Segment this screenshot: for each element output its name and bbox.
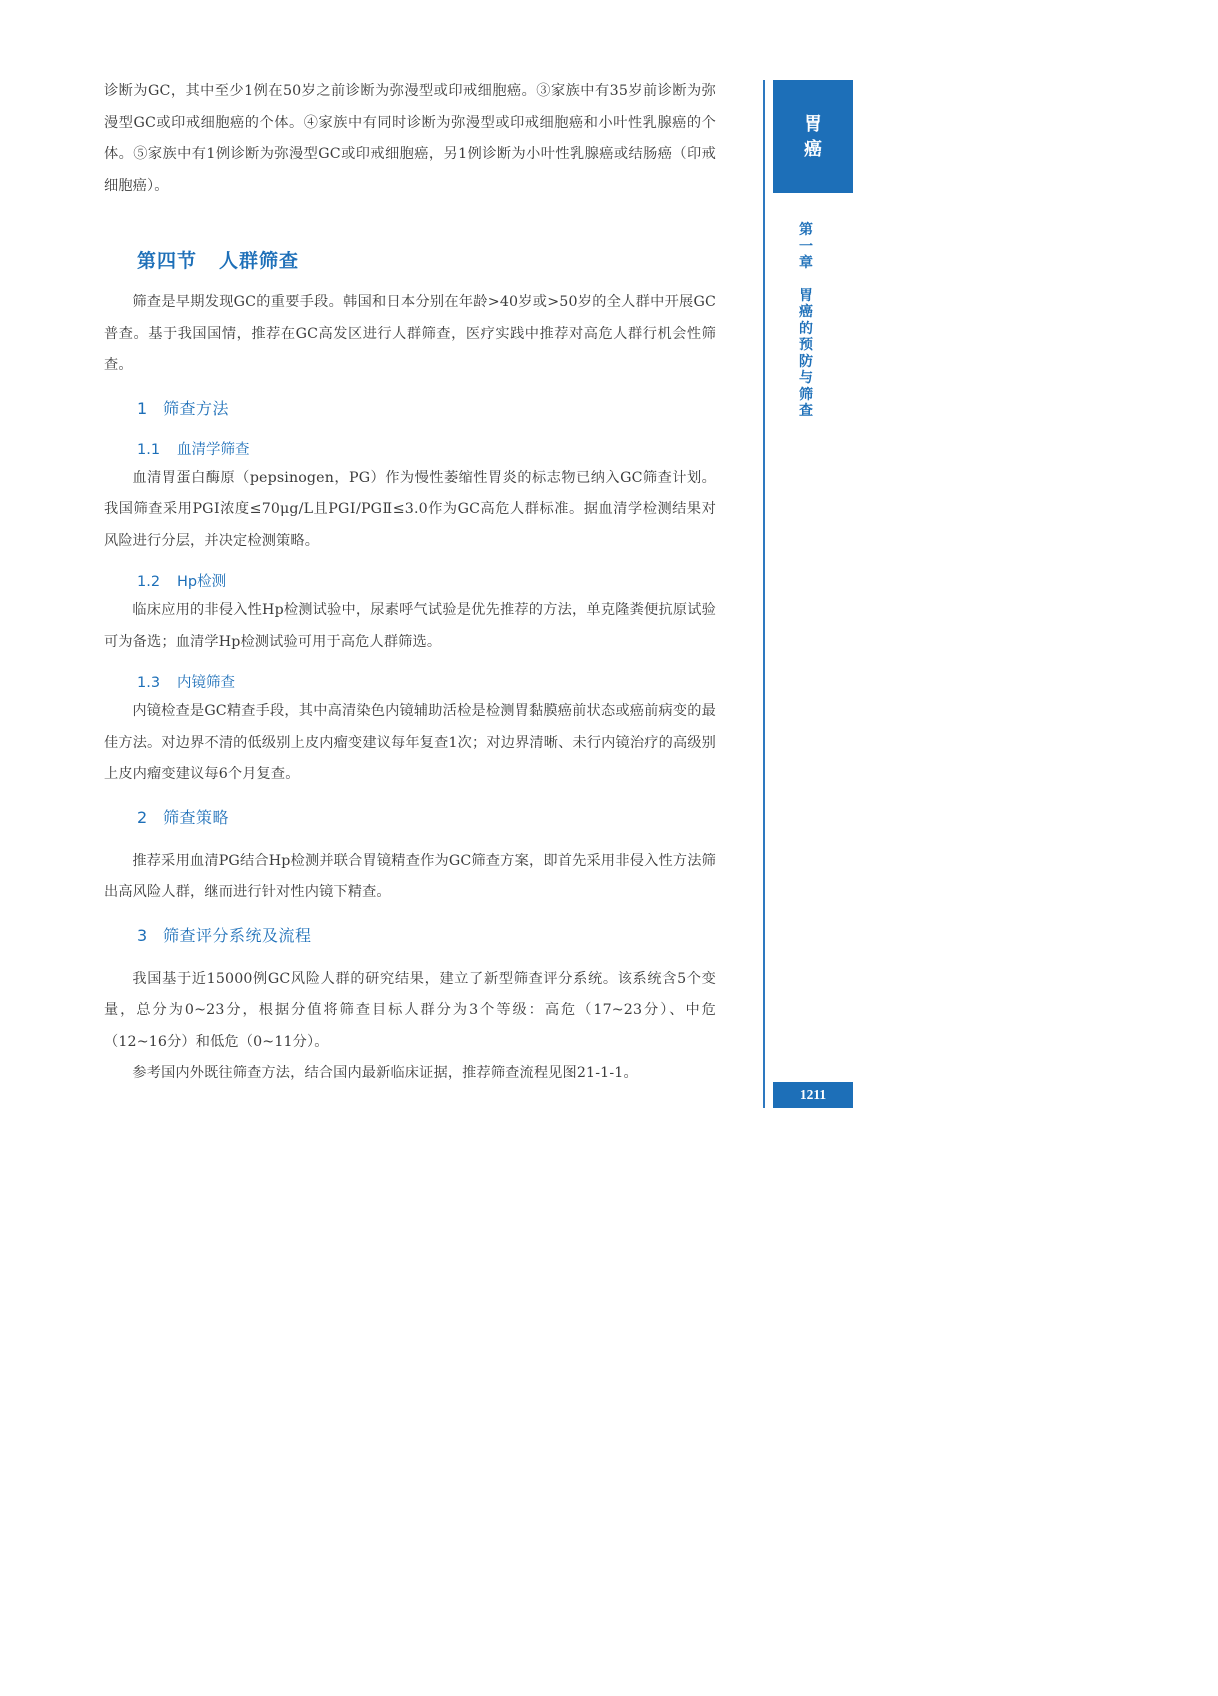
thumb-tab xyxy=(773,80,853,193)
chapter-title-char: 的 xyxy=(799,320,813,337)
chapter-title-char: 胃 xyxy=(799,287,813,304)
running-chapter-title xyxy=(796,222,816,420)
page-number: 1211 xyxy=(799,1087,827,1102)
subsection-number: 3 xyxy=(137,925,148,945)
tab-char: 癌 xyxy=(804,138,822,160)
intro-paragraph: 诊断为GC，其中至少1例在50岁之前诊断为弥漫型或印戒细胞癌。③家族中有35岁前诊断为弥漫型GC或印戒细胞癌的个体。④家族中有同时诊断为弥漫型或印戒细胞癌和小叶性乳腺癌的个体。⑤家族中有1例诊断为弥漫型GC或印戒细胞癌，另1例诊断为小叶性乳腺癌或结肠癌（印戒细胞癌）。 xyxy=(104,83,716,194)
flow-reference-paragraph: 参考国内外既往筛查方法，结合国内最新临床证据，推荐筛查流程见图21-1-1。 xyxy=(132,1065,638,1081)
item-heading-endoscopy xyxy=(137,670,716,696)
strategy-paragraph: 推荐采用血清PG结合Hp检测并联合胃镜精查作为GC筛查方案，即首先采用非侵入性方法筛出高风险人群，继而进行针对性内镜下精查。 xyxy=(104,852,716,900)
subsection-title: 筛查策略 xyxy=(163,807,230,827)
chapter-title-char: 防 xyxy=(799,353,813,370)
item-number: 1.2 xyxy=(137,574,161,590)
endoscopy-paragraph: 内镜检查是GC精查手段，其中高清染色内镜辅助活检是检测胃黏膜癌前状态或癌前病变的最佳方法。对边界不清的低级别上皮内瘤变建议每年复查1次；对边界清晰、未行内镜治疗的高级别上皮内瘤变建议每6个月复查。 xyxy=(104,703,716,782)
item-title: Hp检测 xyxy=(177,574,227,590)
chapter-title-char: 癌 xyxy=(799,304,813,320)
item-heading-hp xyxy=(137,569,716,595)
chapter-char: 第 xyxy=(799,222,813,238)
section-title: 人群筛查 xyxy=(219,250,300,272)
scoring-paragraph: 我国基于近15000例GC风险人群的研究结果，建立了新型筛查评分系统。该系统含5个变量，总分为0~23分，根据分值将筛查目标人群分为3个等级：高危（17~23分）、中危（12~16分）和低危（0~11分）。 xyxy=(104,970,716,1050)
item-number: 1.1 xyxy=(137,441,161,458)
tab-char: 胃 xyxy=(804,113,822,135)
item-heading-serology xyxy=(137,437,716,463)
chapter-title-char: 查 xyxy=(799,403,813,419)
subsection-heading-strategy xyxy=(137,805,716,828)
subsection-title: 筛查评分系统及流程 xyxy=(163,925,312,945)
subsection-heading-methods xyxy=(137,396,716,419)
serology-paragraph: 血清胃蛋白酶原（pepsinogen，PG）作为慢性萎缩性胃炎的标志物已纳入GC筛查计划。我国筛查采用PGⅠ浓度≤70μg/L且PGⅠ/PGⅡ≤3.0作为GC高危人群标准。据血清学检测结果对风险进行分层，并决定检测策略。 xyxy=(104,469,716,549)
item-title: 血清学筛查 xyxy=(177,441,250,458)
subsection-number: 2 xyxy=(137,807,148,827)
page-number-box xyxy=(773,1082,853,1108)
subsection-heading-scoring xyxy=(137,923,716,946)
chapter-char: 章 xyxy=(799,255,813,271)
section-intro-paragraph: 筛查是早期发现GC的重要手段。韩国和日本分别在年龄>40岁或>50岁的全人群中开展GC普查。基于我国国情，推荐在GC高发区进行人群筛查，医疗实践中推荐对高危人群行机会性筛查。 xyxy=(104,294,716,373)
chapter-title-char: 筛 xyxy=(799,386,813,403)
main-content xyxy=(104,76,716,1090)
subsection-number: 1 xyxy=(137,398,148,418)
chapter-title-char: 与 xyxy=(799,370,813,386)
section-heading xyxy=(137,246,716,273)
chapter-title-char: 预 xyxy=(799,337,813,353)
chapter-char: 一 xyxy=(799,238,813,255)
item-number: 1.3 xyxy=(137,675,161,691)
item-title: 内镜筛查 xyxy=(177,675,235,691)
section-number: 第四节 xyxy=(137,250,198,272)
margin-rule xyxy=(763,80,765,1108)
hp-paragraph: 临床应用的非侵入性Hp检测试验中，尿素呼气试验是优先推荐的方法，单克隆粪便抗原试验可为备选；血清学Hp检测试验可用于高危人群筛选。 xyxy=(104,602,716,650)
subsection-title: 筛查方法 xyxy=(163,398,230,418)
